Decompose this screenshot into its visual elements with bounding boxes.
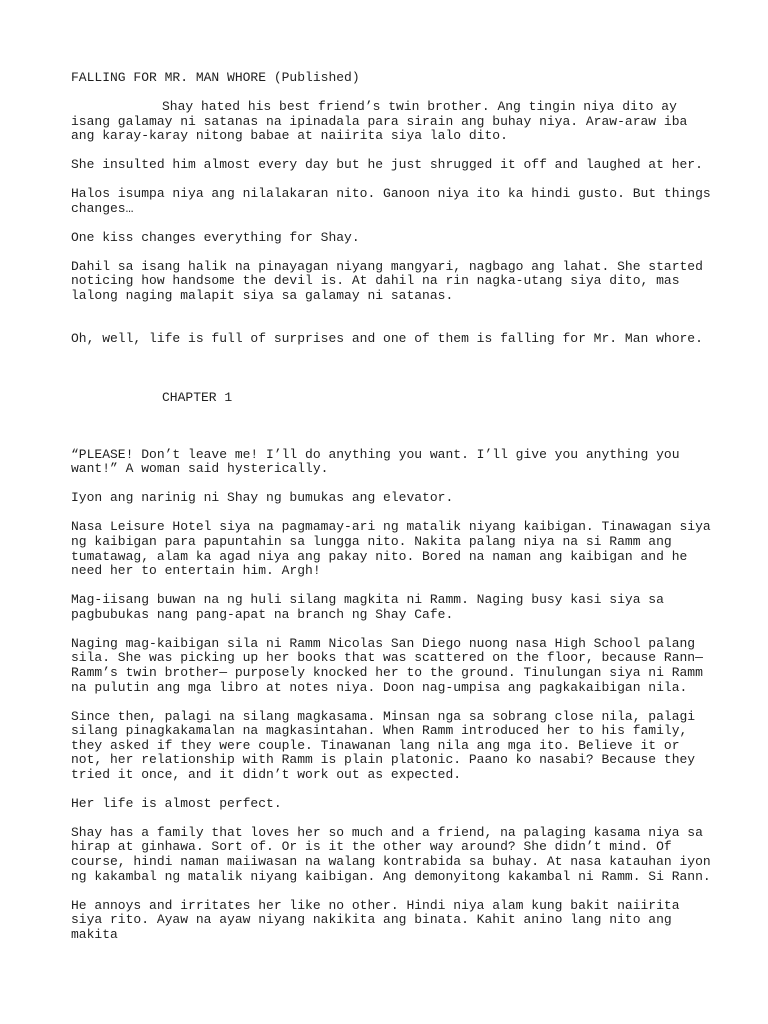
spacer [71,318,711,332]
chapter-paragraph-3: Nasa Leisure Hotel siya na pagmamay-ari ng matalik niyang kaibigan. Tinawagan siya ng kaibigan para papuntahin sa lungga nito. Nakita palang niya na si Ramm ang tumatawag, alam ka agad niya ang pakay nito. Bored na naman ang kaibigan and he need her to entertain him. Argh! [71,519,719,579]
chapter-paragraph-7: Her life is almost perfect. [71,795,282,811]
synopsis-paragraph-1: Shay hated his best friend’s twin brother. Ang tingin niya dito ay isang galamay ni satanas na ipinadala para sirain ang buhay niya. Araw-araw iba ang karay-karay nitong babae at naiirita siya lalo dito. [71,98,696,144]
chapter-paragraph-1: “PLEASE! Don’t leave me! I’ll do anything you want. I’ll give you anything you want!” A woman said hysterically. [71,446,688,477]
chapter-paragraph-5: Naging mag-kaibigan sila ni Ramm Nicolas San Diego nuong nasa High School palang sila. She was picking up her books that was scattered on the floor, because Rann— Ramm’s twin brother— purposely knocked her to the ground. Tinulungan siya ni Ramm na pulutin ang mga libro at notes niya. Doon nag-umpisa ang pagkakaibigan nila. [71,635,711,695]
spacer [71,420,711,448]
synopsis-paragraph-5: Dahil sa isang halik na pinayagan niyang mangyari, nagbago ang lahat. She started noticing how handsome the devil is. At dahil na rin nagka-utang siya dito, mas lalong naging malapit siya sa galamay ni satanas. [71,258,711,303]
document-title: FALLING FOR MR. MAN WHORE (Published) [71,70,360,85]
synopsis-paragraph-2: She insulted him almost every day but he just shrugged it off and laughed at her. [71,157,703,173]
synopsis-paragraph-3: Halos isumpa niya ang nilalakaran nito. Ganoon niya ito ka hindi gusto. But things changes… [71,186,719,216]
chapter-paragraph-8: Shay has a family that loves her so much and a friend, na palaging kasama niya sa hirap at ginhawa. Sort of. Or is it the other way around? She didn’t mind. Of course, hindi naman maiiwasan na walang kontrabida sa buhay. At nasa katauhan iyon ng kakambal ng matalik niyang kaibigan. Ang demonyitong kakambal ni Ramm. Si Rann. [71,824,719,884]
chapter-paragraph-9: He annoys and irritates her like no other. Hindi niya alam kung bakit naiirita siya rito. Ayaw na ayaw niyang nakikita ang binata. Kahit anino lang nito ang makita [71,897,688,942]
chapter-paragraph-2: Iyon ang narinig ni Shay ng bumukas ang elevator. [71,490,454,506]
synopsis-paragraph-6: Oh, well, life is full of surprises and one of them is falling for Mr. Man whore. [71,330,703,346]
synopsis-paragraph-4: One kiss changes everything for Shay. [71,229,360,245]
chapter-paragraph-6: Since then, palagi na silang magkasama. Minsan nga sa sobrang close nila, palagi silang pinagkakamalan na magkasintahan. When Ramm introduced her to his family, they asked if they were couple. Tinawanan lang nila ang mga ito. Believe it or not, her relationship with Ramm is plain platonic. Paano ko nasabi? Because they tried it once, and it didn’t work out as expected. [71,708,703,782]
document-body [71,70,719,957]
chapter-heading: CHAPTER 1 [162,389,233,405]
chapter-paragraph-4: Mag-iisang buwan na ng huli silang magkita ni Ramm. Naging busy kasi siya sa pagbubukas nang pang-apat na branch ng Shay Cafe. [71,592,672,622]
spacer [71,361,711,391]
